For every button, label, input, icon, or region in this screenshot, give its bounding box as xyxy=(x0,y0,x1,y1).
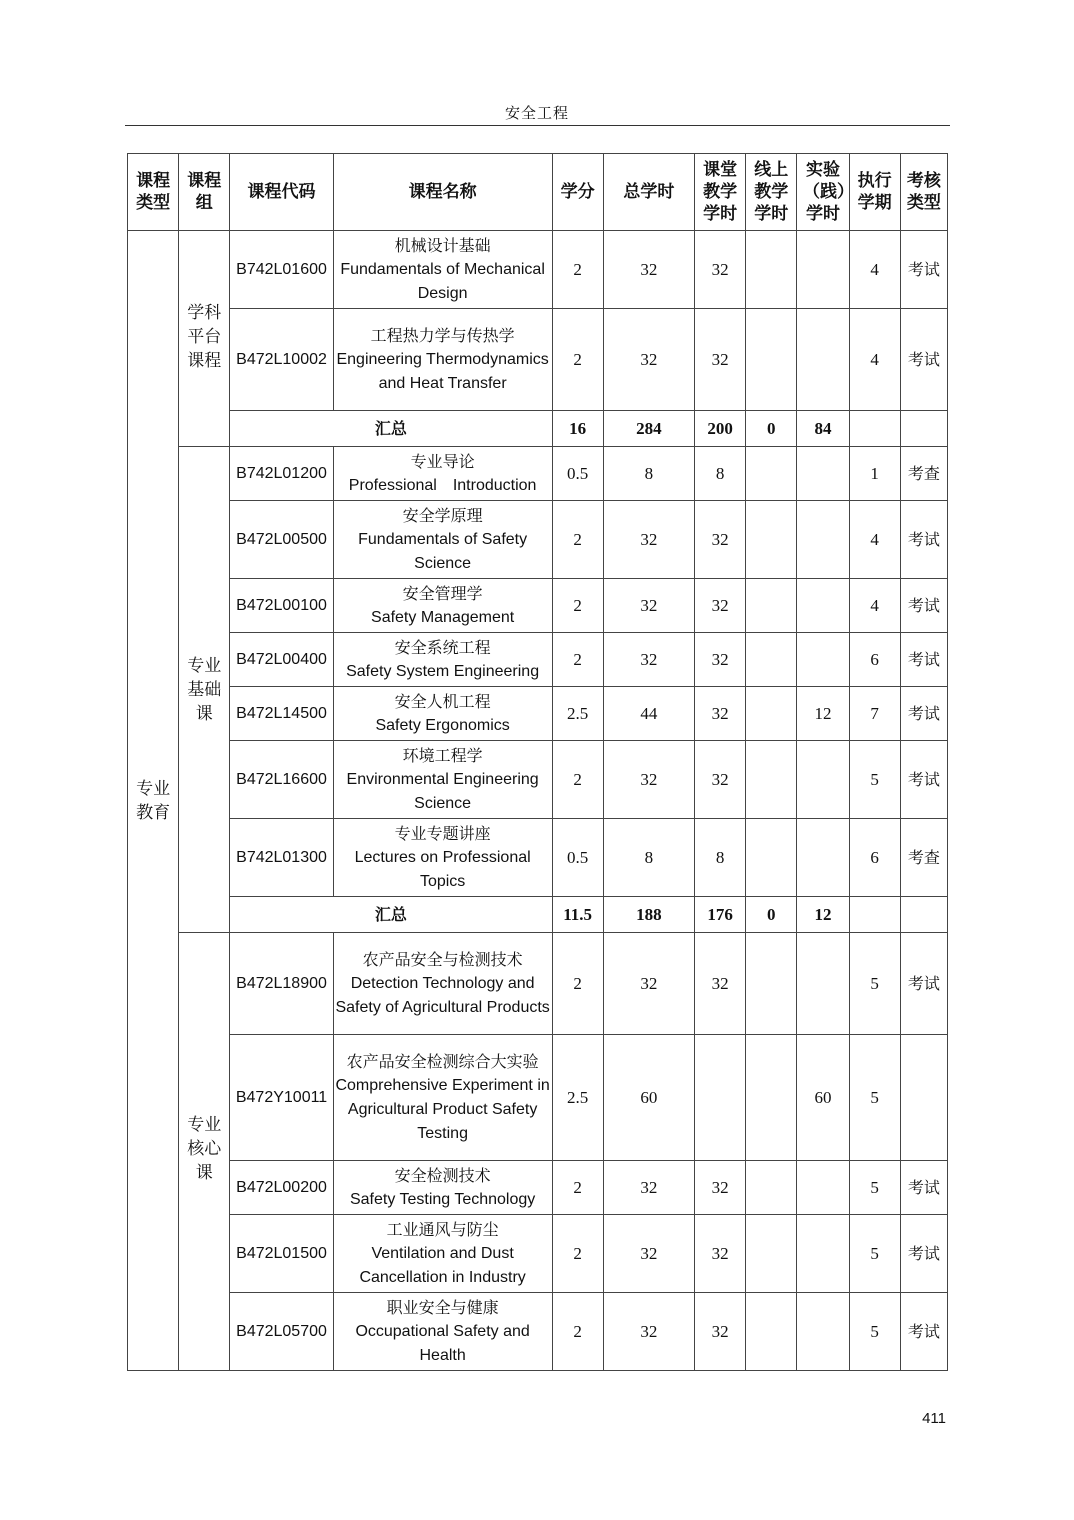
col-header-course-name: 课程名称 xyxy=(333,154,552,231)
course-name xyxy=(333,579,552,633)
semester: 4 xyxy=(849,309,900,411)
classroom-hours: 32 xyxy=(695,579,746,633)
group-label-cell xyxy=(179,933,230,1371)
table-row xyxy=(128,1161,948,1215)
total-hours: 8 xyxy=(603,447,694,501)
exam-type: 考试 xyxy=(900,687,947,741)
lab-hours xyxy=(797,741,849,819)
semester: 4 xyxy=(849,231,900,309)
course-name-cn: 农产品安全检测综合大实验 xyxy=(346,1051,539,1071)
classroom-hours: 32 xyxy=(695,1161,746,1215)
credits: 2 xyxy=(552,579,603,633)
summary-credits: 11.5 xyxy=(552,897,603,933)
course-name-cn: 工程热力学与传热学 xyxy=(370,325,515,345)
col-header-course-group xyxy=(179,154,230,231)
table-row xyxy=(128,309,948,411)
classroom-hours: 32 xyxy=(695,687,746,741)
summary-classroom-hours: 176 xyxy=(695,897,746,933)
course-name xyxy=(333,1161,552,1215)
lab-hours xyxy=(797,933,849,1035)
table-row xyxy=(128,447,948,501)
semester: 7 xyxy=(849,687,900,741)
summary-online-hours: 0 xyxy=(746,897,797,933)
course-code: B472L00400 xyxy=(230,633,333,687)
lab-hours xyxy=(797,309,849,411)
course-name xyxy=(333,501,552,579)
table-row xyxy=(128,501,948,579)
course-code: B472L00200 xyxy=(230,1161,333,1215)
col-header-lab-hours xyxy=(797,154,854,231)
credits: 2.5 xyxy=(552,687,603,741)
classroom-hours: 32 xyxy=(695,933,746,1035)
credits: 2 xyxy=(552,309,603,411)
course-code: B472L18900 xyxy=(230,933,333,1035)
course-name-en: Safety System Engineering xyxy=(346,662,540,680)
online-hours xyxy=(746,819,797,897)
credits: 0.5 xyxy=(552,447,603,501)
table-row xyxy=(128,579,948,633)
table-row xyxy=(128,1215,948,1293)
course-name-cn: 环境工程学 xyxy=(402,745,483,765)
classroom-hours: 32 xyxy=(695,1293,746,1371)
col-header-online-hours-text: 线上教学学时 xyxy=(754,160,789,224)
course-name-cn: 专业专题讲座 xyxy=(394,823,491,843)
course-name-en: Fundamentals of Safety Science xyxy=(358,530,528,572)
total-hours: 44 xyxy=(603,687,694,741)
online-hours xyxy=(746,687,797,741)
semester: 1 xyxy=(849,447,900,501)
course-name-en: Lectures on Professional Topics xyxy=(354,848,531,890)
exam-type xyxy=(900,1035,947,1161)
course-name xyxy=(333,633,552,687)
lab-hours xyxy=(797,1215,849,1293)
summary-exam-type xyxy=(900,411,947,447)
total-hours: 60 xyxy=(603,1035,694,1161)
course-name xyxy=(333,741,552,819)
course-name-cn: 安全检测技术 xyxy=(394,1165,491,1185)
course-code: B472L00100 xyxy=(230,579,333,633)
header-rule xyxy=(125,125,950,126)
course-name-cn: 安全管理学 xyxy=(402,583,483,603)
summary-total-hours: 284 xyxy=(603,411,694,447)
col-header-total-hours: 总学时 xyxy=(603,154,694,231)
exam-type: 考试 xyxy=(900,501,947,579)
exam-type: 考试 xyxy=(900,309,947,411)
semester: 4 xyxy=(849,501,900,579)
course-name-cn: 工业通风与防尘 xyxy=(386,1219,499,1239)
page-number: 411 xyxy=(922,1410,946,1427)
col-header-classroom-hours-text: 课堂教学学时 xyxy=(703,160,738,224)
semester: 5 xyxy=(849,1215,900,1293)
online-hours xyxy=(746,309,797,411)
lab-hours xyxy=(797,819,849,897)
exam-type: 考试 xyxy=(900,1293,947,1371)
total-hours: 32 xyxy=(603,231,694,309)
total-hours: 32 xyxy=(603,1161,694,1215)
course-name-cn: 安全系统工程 xyxy=(394,637,491,657)
course-name xyxy=(333,1035,552,1161)
col-header-course-group-text: 课程组 xyxy=(187,171,222,213)
lab-hours xyxy=(797,1161,849,1215)
course-code: B472L16600 xyxy=(230,741,333,819)
classroom-hours: 32 xyxy=(695,741,746,819)
exam-type: 考试 xyxy=(900,741,947,819)
classroom-hours: 32 xyxy=(695,1215,746,1293)
classroom-hours: 32 xyxy=(695,309,746,411)
course-name xyxy=(333,309,552,411)
exam-type: 考查 xyxy=(900,447,947,501)
total-hours: 32 xyxy=(603,309,694,411)
credits: 2 xyxy=(552,501,603,579)
classroom-hours: 32 xyxy=(695,231,746,309)
credits: 2 xyxy=(552,231,603,309)
lab-hours: 12 xyxy=(797,687,849,741)
lab-hours xyxy=(797,501,849,579)
course-code: B472Y10011 xyxy=(230,1035,333,1161)
col-header-online-hours xyxy=(746,154,797,231)
course-name-cn: 安全学原理 xyxy=(402,505,483,525)
exam-type: 考试 xyxy=(900,579,947,633)
course-name-en: Comprehensive Experiment in Agricultural Product Safety Testing xyxy=(335,1076,550,1142)
credits: 2 xyxy=(552,1161,603,1215)
course-name-en: Detection Technology and Safety of Agricultural Products xyxy=(335,974,550,1016)
course-name-en: Environmental Engineering Science xyxy=(346,770,539,812)
course-code: B472L00500 xyxy=(230,501,333,579)
summary-row xyxy=(128,897,948,933)
summary-online-hours: 0 xyxy=(746,411,797,447)
online-hours xyxy=(746,447,797,501)
total-hours: 32 xyxy=(603,633,694,687)
credits: 2.5 xyxy=(552,1035,603,1161)
semester: 5 xyxy=(849,741,900,819)
table-row xyxy=(128,819,948,897)
table-row xyxy=(128,933,948,1035)
course-name-en: Safety Management xyxy=(371,608,515,626)
col-header-course-code: 课程代码 xyxy=(230,154,333,231)
col-header-semester-text: 执行学期 xyxy=(857,171,892,213)
lab-hours xyxy=(797,447,849,501)
semester: 6 xyxy=(849,633,900,687)
summary-classroom-hours: 200 xyxy=(695,411,746,447)
col-header-classroom-hours xyxy=(695,154,746,231)
course-name xyxy=(333,819,552,897)
credits: 0.5 xyxy=(552,819,603,897)
total-hours: 32 xyxy=(603,933,694,1035)
credits: 2 xyxy=(552,633,603,687)
course-code: B742L01300 xyxy=(230,819,333,897)
table-row xyxy=(128,741,948,819)
course-name-en: Engineering Thermodynamics and Heat Transfer xyxy=(336,350,549,392)
course-code: B472L05700 xyxy=(230,1293,333,1371)
table-row xyxy=(128,1035,948,1161)
col-header-lab-hours-text: 实验（践）学时 xyxy=(802,160,854,224)
summary-label: 汇总 xyxy=(230,897,552,933)
course-name xyxy=(333,933,552,1035)
total-hours: 32 xyxy=(603,579,694,633)
classroom-hours: 32 xyxy=(695,633,746,687)
course-name-en: Occupational Safety and Health xyxy=(355,1322,530,1364)
online-hours xyxy=(746,1035,797,1161)
total-hours: 8 xyxy=(603,819,694,897)
course-type-label: 专业教育 xyxy=(136,778,171,823)
total-hours: 32 xyxy=(603,501,694,579)
semester: 5 xyxy=(849,1293,900,1371)
exam-type: 考试 xyxy=(900,1161,947,1215)
course-type-cell xyxy=(128,231,179,1371)
credits: 2 xyxy=(552,933,603,1035)
col-header-course-type xyxy=(128,154,179,231)
course-code: B472L01500 xyxy=(230,1215,333,1293)
course-name xyxy=(333,231,552,309)
course-name-cn: 职业安全与健康 xyxy=(386,1297,499,1317)
course-code: B742L01600 xyxy=(230,231,333,309)
online-hours xyxy=(746,579,797,633)
online-hours xyxy=(746,933,797,1035)
online-hours xyxy=(746,1161,797,1215)
exam-type: 考查 xyxy=(900,819,947,897)
total-hours: 32 xyxy=(603,741,694,819)
semester: 5 xyxy=(849,933,900,1035)
course-name-en: Ventilation and Dust Cancellation in Industry xyxy=(359,1244,526,1286)
group-label: 专业基础课 xyxy=(187,655,222,724)
group-label-cell xyxy=(179,447,230,933)
header-row xyxy=(128,154,948,231)
online-hours xyxy=(746,501,797,579)
col-header-exam-type xyxy=(900,154,947,231)
lab-hours: 60 xyxy=(797,1035,849,1161)
exam-type: 考试 xyxy=(900,231,947,309)
col-header-course-type-text: 课程类型 xyxy=(136,171,171,213)
credits: 2 xyxy=(552,741,603,819)
classroom-hours: 8 xyxy=(695,819,746,897)
exam-type: 考试 xyxy=(900,633,947,687)
lab-hours xyxy=(797,579,849,633)
course-name-cn: 农产品安全与检测技术 xyxy=(362,949,523,969)
group-label-cell xyxy=(179,231,230,447)
lab-hours xyxy=(797,231,849,309)
table-row xyxy=(128,1293,948,1371)
semester: 4 xyxy=(849,579,900,633)
online-hours xyxy=(746,231,797,309)
course-name-en: Professional Introduction xyxy=(348,476,537,494)
course-name-cn: 专业导论 xyxy=(410,451,475,471)
summary-semester xyxy=(849,411,900,447)
summary-row xyxy=(128,411,948,447)
group-label: 学科平台课程 xyxy=(187,303,222,371)
total-hours: 32 xyxy=(603,1215,694,1293)
semester: 5 xyxy=(849,1161,900,1215)
course-code: B472L14500 xyxy=(230,687,333,741)
exam-type: 考试 xyxy=(900,933,947,1035)
semester: 6 xyxy=(849,819,900,897)
table-row xyxy=(128,231,948,309)
online-hours xyxy=(746,741,797,819)
course-name xyxy=(333,1215,552,1293)
course-name xyxy=(333,447,552,501)
course-name-cn: 机械设计基础 xyxy=(394,235,491,255)
summary-lab-hours: 84 xyxy=(797,411,849,447)
exam-type: 考试 xyxy=(900,1215,947,1293)
summary-exam-type xyxy=(900,897,947,933)
table-row xyxy=(128,633,948,687)
course-code: B742L01200 xyxy=(230,447,333,501)
credits: 2 xyxy=(552,1215,603,1293)
group-label: 专业核心课 xyxy=(187,1115,222,1183)
summary-label: 汇总 xyxy=(230,411,552,447)
classroom-hours: 32 xyxy=(695,501,746,579)
summary-total-hours: 188 xyxy=(603,897,694,933)
course-name xyxy=(333,687,552,741)
course-name-en: Fundamentals of Mechanical Design xyxy=(340,260,545,302)
total-hours: 32 xyxy=(603,1293,694,1371)
curriculum-table xyxy=(127,153,948,1371)
table-row xyxy=(128,687,948,741)
credits: 2 xyxy=(552,1293,603,1371)
lab-hours xyxy=(797,633,849,687)
course-name-cn: 安全人机工程 xyxy=(394,691,491,711)
classroom-hours: 8 xyxy=(695,447,746,501)
col-header-credits: 学分 xyxy=(552,154,603,231)
online-hours xyxy=(746,633,797,687)
summary-semester xyxy=(849,897,900,933)
online-hours xyxy=(746,1293,797,1371)
running-header: 安全工程 xyxy=(504,104,569,122)
course-name-en: Safety Ergonomics xyxy=(375,716,510,734)
col-header-semester xyxy=(849,154,900,231)
classroom-hours xyxy=(695,1035,746,1161)
course-name xyxy=(333,1293,552,1371)
online-hours xyxy=(746,1215,797,1293)
summary-lab-hours: 12 xyxy=(797,897,849,933)
course-name-en: Safety Testing Technology xyxy=(349,1190,536,1208)
col-header-exam-type-text: 考核类型 xyxy=(906,171,941,213)
lab-hours xyxy=(797,1293,849,1371)
course-code: B472L10002 xyxy=(230,309,333,411)
summary-credits: 16 xyxy=(552,411,603,447)
semester: 5 xyxy=(849,1035,900,1161)
